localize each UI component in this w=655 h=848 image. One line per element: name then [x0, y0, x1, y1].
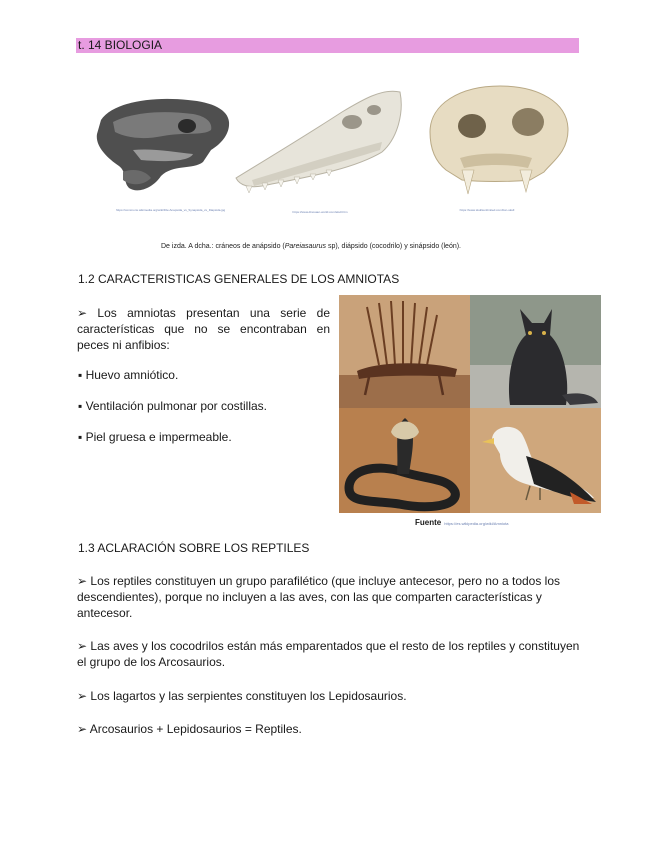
section-12-title: 1.2 CARACTERISTICAS GENERALES DE LOS AMNIOTAS: [78, 272, 400, 286]
bullet-piel: ▪ Piel gruesa e impermeable.: [78, 430, 232, 444]
anapsid-skull-image: [93, 92, 233, 197]
paragraph-parafiletico: ➢ Los reptiles constituyen un grupo parafilético (que incluye antecesor, pero no a todos los descendientes), porque no incluyen a las aves, con las que comparten características y antecesor.: [77, 574, 561, 620]
synapsid-skull-image: [420, 82, 572, 198]
paragraph-reptiles: ➢ Arcosaurios + Lepidosaurios = Reptiles.: [77, 722, 302, 736]
figure-caption: De izda. A dcha.: cráneos de anápsido (Pareiasaurus sp), diápsido (cocodrilo) y sinápsido (león).: [161, 243, 462, 250]
diapsid-skull-image: [232, 82, 407, 194]
dimetrodon-skeleton-photo: [339, 295, 470, 408]
anapsid-source-link[interactable]: https://commons.wikimedia.org/wiki/File:Anapsida_vs_Synapsida_vs_Diapsida.jpg: [116, 208, 226, 212]
diapsid-source-link[interactable]: https://www.dinosaur-world.com/skull.htm: [292, 210, 348, 214]
section-12-intro: ➢ Los amniotas presentan una serie de características que no se encontraban en peces ni anfibios:: [77, 306, 330, 352]
paragraph-arcosaurios: ➢ Las aves y los cocodrilos están más emparentados que el resto de los reptiles y constituyen el grupo de los Arcosaurios.: [77, 639, 580, 669]
synapsid-source-link[interactable]: https://www.skullsunlimited.com/lion-skull: [459, 208, 515, 212]
bullet-huevo: ▪ Huevo amniótico.: [78, 368, 179, 382]
section-13-title: 1.3 ACLARACIÓN SOBRE LOS REPTILES: [78, 541, 310, 555]
fuente-link[interactable]: https://es.wikipedia.org/wiki/Amniota: [444, 521, 509, 526]
bird-photo: [470, 408, 601, 513]
fuente-credit: Fuente https://es.wikipedia.org/wiki/Amniota: [415, 518, 509, 527]
cobra-photo: [339, 408, 470, 513]
black-fox-photo: [470, 295, 601, 408]
paragraph-lepidosaurios: ➢ Los lagartos y las serpientes constituyen los Lepidosaurios.: [77, 689, 407, 703]
page-title: t. 14 BIOLOGIA: [78, 38, 163, 52]
bullet-ventilacion: ▪ Ventilación pulmonar por costillas.: [78, 399, 268, 413]
header-bar: [76, 38, 579, 53]
